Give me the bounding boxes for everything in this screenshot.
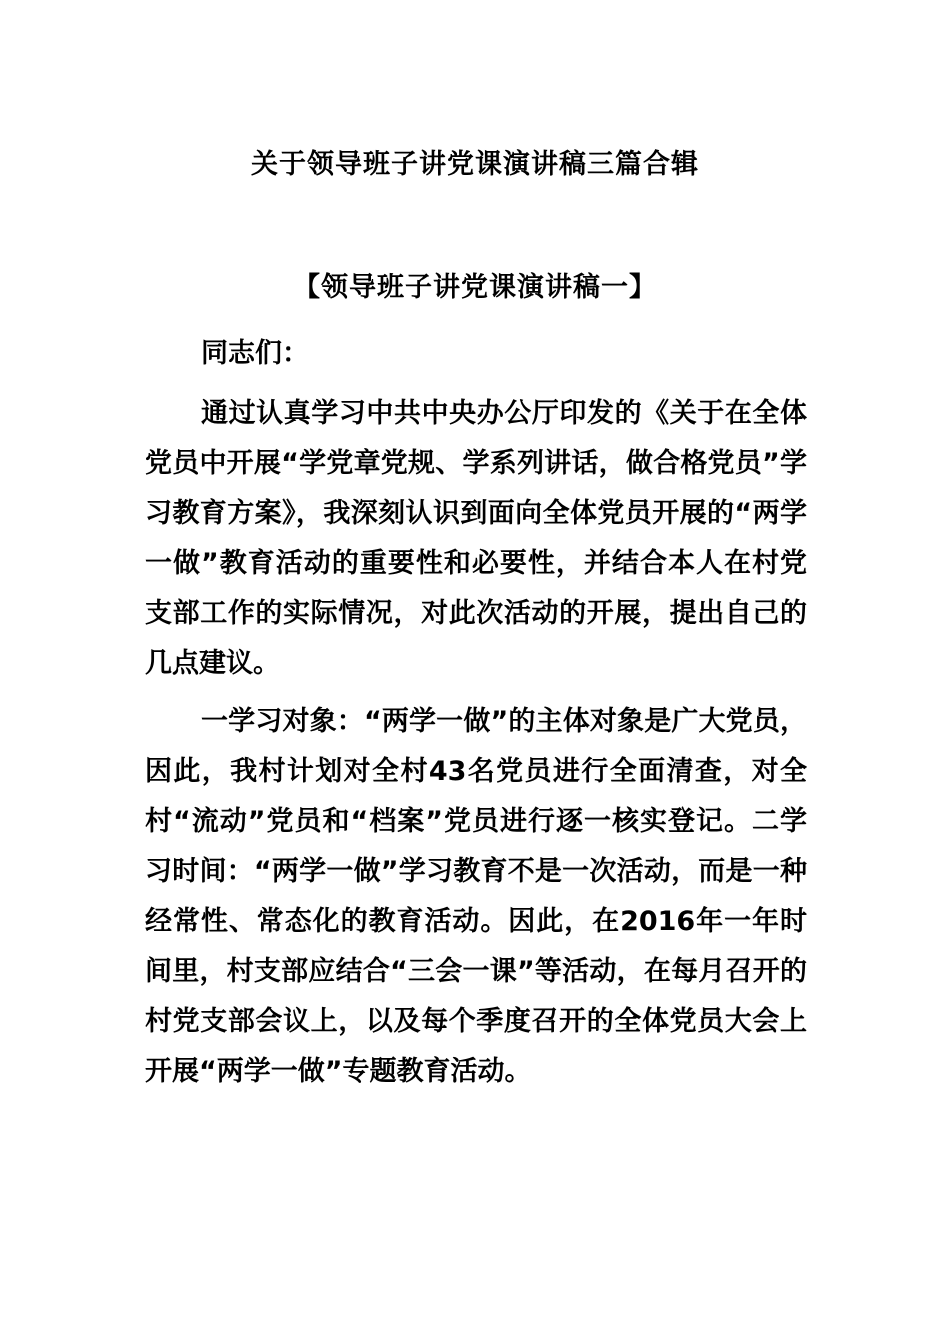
document-title: 关于领导班子讲党课演讲稿三篇合辑 [251, 149, 699, 180]
greeting-paragraph: 同志们： [201, 338, 309, 369]
section-heading: 【领导班子讲党课演讲稿一】 [293, 272, 657, 303]
intro-paragraph: 通过认真学习中共中央办公厅印发的《关于在全体党员中开展“学党章党规、学系列讲话，做合格党员”学习教育方案》，我深刻认识到面向全体党员开展的“两学一做”教育活动的重要性和必要性，并结合本人在村党支部工作的实际情况，对此次活动的开展，提出自己的几点建议。 [145, 398, 807, 679]
points-paragraph: 一学习对象：“两学一做”的主体对象是广大党员，因此，我村计划对全村43名党员进行全面清查，对全村“流动”党员和“档案”党员进行逐一核实登记。二学习时间：“两学一做”学习教育不是一次活动，而是一种经常性、常态化的教育活动。因此，在2016年一年时间里，村支部应结合“三会一课”等活动，在每月召开的村党支部会议上，以及每个季度召开的全体党员大会上开展“两学一做”专题教育活动。 [145, 706, 807, 1087]
